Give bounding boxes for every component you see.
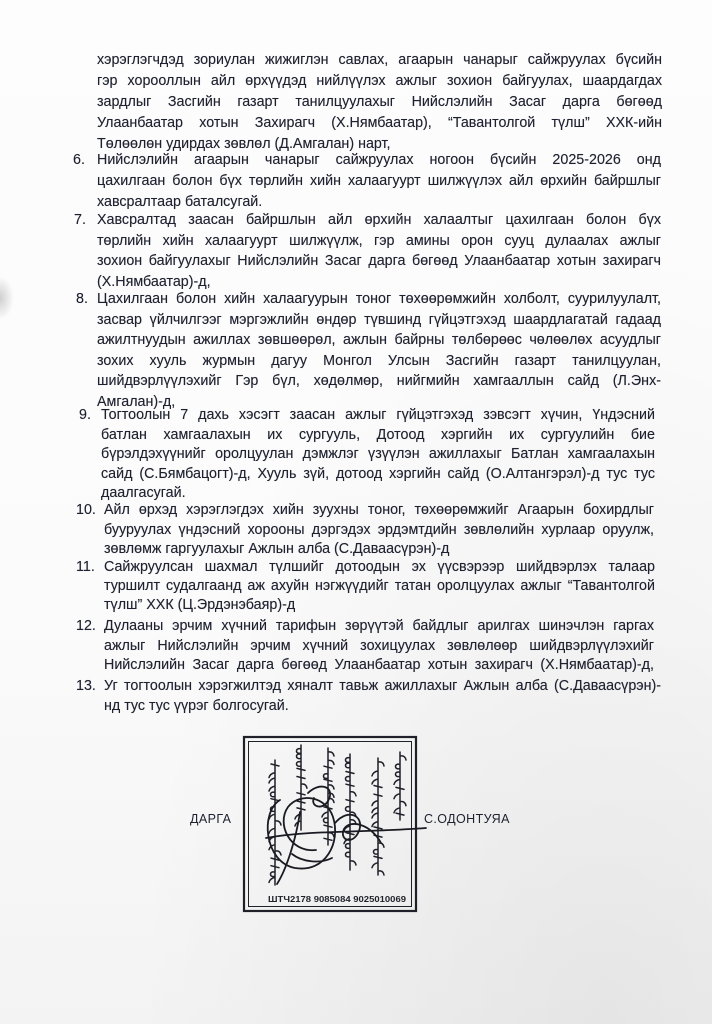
intro-paragraph — [97, 50, 662, 155]
item-line: зөвлөмж гаргуулахыг Ажлын алба (С.Даваасүрэн)-д — [104, 541, 450, 558]
item-line: бүрэлдэхүүнийг оролцуулан дэмжлэг үзүүлэн ажиллахыг Батлан хамгаалахын — [101, 446, 655, 463]
item-number: 7. — [74, 212, 86, 228]
item-line: зохион байгуулахыг Нийслэлийн Засаг дарга бөгөөд Улаанбаатар хотын захирагч — [97, 253, 661, 269]
item-line: Айл өрхэд хэрэглэгдэх хийн зуухны тоног, төхөөрөмжийг Агаарын бохирдлыг — [104, 502, 654, 518]
signatory-title: ДАРГА — [190, 812, 232, 826]
item-number: 13. — [76, 678, 96, 694]
item-number: 8. — [76, 291, 88, 307]
item-number: 10. — [76, 502, 96, 518]
item-number: 11. — [76, 559, 95, 575]
stamp-code: ШТЧ2178 9085084 9025010069 — [268, 895, 407, 904]
stamp-script-column — [322, 748, 334, 845]
item-line: туршилт судалгаанд аж ахуйн нэгжүүдийг татан оролцуулах ажлыг “Тавантолгой — [104, 578, 655, 595]
item-line: шийдвэрлүүлэхийг Гэр бүл, хөдөлмөр, нийгмийн хамгааллын сайд (Л.Энх- — [97, 373, 661, 390]
intro-line: Улаанбаатар хотын Захирагч (Х.Нямбаатар), “Тавантолгой түлш” ХХК-ийн — [97, 115, 662, 131]
item-line: цахилгаан болон бүх төрлийн хийн халаагуурт шилжүүлэх айл өрхийн байршлыг — [97, 173, 661, 189]
scan-edge-shadow — [0, 276, 14, 320]
item-line: Нийслэлийн Засаг дарга бөгөөд Улаанбаатар хотын захирагч (Х.Нямбаатар)-д, — [104, 657, 654, 674]
item-line: (Х.Нямбаатар)-д, — [97, 273, 211, 290]
item-line: даалгасугай. — [101, 485, 186, 502]
item-line: зохих хууль журмын дагуу Монгол Улсын Засгийн газарт танилцуулан, — [97, 352, 661, 369]
item-number: 9. — [79, 407, 91, 423]
stamp-inner-frame — [249, 742, 412, 907]
item-line: Дулааны эрчим хүчний тарифын зөрүүтэй байдлыг арилгах шинэчлэн гаргах — [104, 618, 654, 634]
item-line: ажилтнуудын ажиллах зөвшөөрөл, ажлын байрны төлбөрөөс чөлөөлөх асуудлыг — [97, 332, 661, 349]
item-line: хавсралтаар баталсугай. — [97, 194, 263, 210]
stamp-script-column — [372, 758, 384, 875]
item-line: түлш” ХХК (Ц.Эрдэнэбаяр)-д — [104, 597, 296, 614]
stamp-script-column — [344, 754, 356, 870]
stamp-script-column — [269, 760, 281, 885]
item-number: 6. — [73, 152, 85, 168]
stamp-graphic — [240, 732, 430, 917]
item-line: засвар үйлчилгээг мэргэжлийн өндөр түвшинд гүйцэтгэхэд шаардлагатай гадаад — [97, 311, 661, 328]
item-number: 12. — [76, 618, 96, 634]
signatory-name: С.ОДОНТУЯА — [424, 812, 510, 826]
stamp-script-column — [394, 752, 406, 820]
item-line: Тогтоолын 7 дахь хэсэгт заасан ажлыг гүйцэтгэхэд зэвсэгт хүчин, Үндэсний — [101, 407, 655, 423]
item-line: Амгалан)-д, — [97, 393, 176, 410]
stamp-script — [269, 745, 406, 885]
stamp-script-column — [295, 745, 307, 830]
item-line: батлан хамгаалахын их сургууль, Дотоод хэргийн их сургуулийн бие — [101, 426, 655, 443]
item-line: Уг тогтоолын хэрэгжилтэд хяналт тавьж ажиллахыг Ажлын алба (С.Даваасүрэн)- — [104, 678, 661, 694]
intro-line: гэр хорооллын айл өрхүүдэд нийлүүлэх ажлыг зохион байгуулах, шаардагдах — [97, 73, 662, 89]
item-line: нд тус тус үүрэг болгосугай. — [104, 697, 289, 714]
intro-line: хэрэглэгчдэд зориулан жижиглэн савлах, агаарын чанарыг сайжруулах бүсийн — [97, 52, 662, 68]
item-line: төрлийн хийн халаагуурт шилжүүлж, гэр амины орон сууц дулаалах ажлыг — [97, 232, 661, 249]
item-line: сайд (С.Бямбацогт)-д, Хууль зүй, дотоод хэргийн сайд (О.Алтангэрэл)-д тус тус — [101, 465, 655, 482]
item-line: бууруулах үндэсний хорооны дэргэдэх эрдэмтдийн зөвлөлийн хурлаар оруулж, — [104, 521, 654, 538]
item-line: ажлыг Нийслэлийн эрчим хүчний зохицуулах зөвлөлөөр шийдвэрлүүлэхийг — [104, 637, 654, 654]
item-line: Сайжруулсан шахмал түлшийг дотоодын эх үүсвэрээр шийдвэрлэх талаар — [104, 559, 655, 575]
item-line: Цахилгаан болон хийн халаагуурын тоног төхөөрөмжийн холболт, суурилуулалт, — [97, 291, 661, 307]
intro-line: Төлөөлөн удирдах зөвлөл (Д.Амгалан) нарт, — [97, 136, 391, 152]
item-line: Хавсралтад заасан байршлын айл өрхийн халаалтыг цахилгаан болон бүх — [97, 212, 661, 228]
intro-line: зардлыг Засгийн газарт танилцуулахыг Нийслэлийн Засаг дарга бөгөөд — [97, 94, 662, 110]
item-line: Нийслэлийн агаарын чанарыг сайжруулах ногоон бүсийн 2025-2026 онд — [97, 152, 661, 168]
stamp-outer-frame — [244, 737, 416, 911]
official-stamp — [240, 732, 430, 917]
